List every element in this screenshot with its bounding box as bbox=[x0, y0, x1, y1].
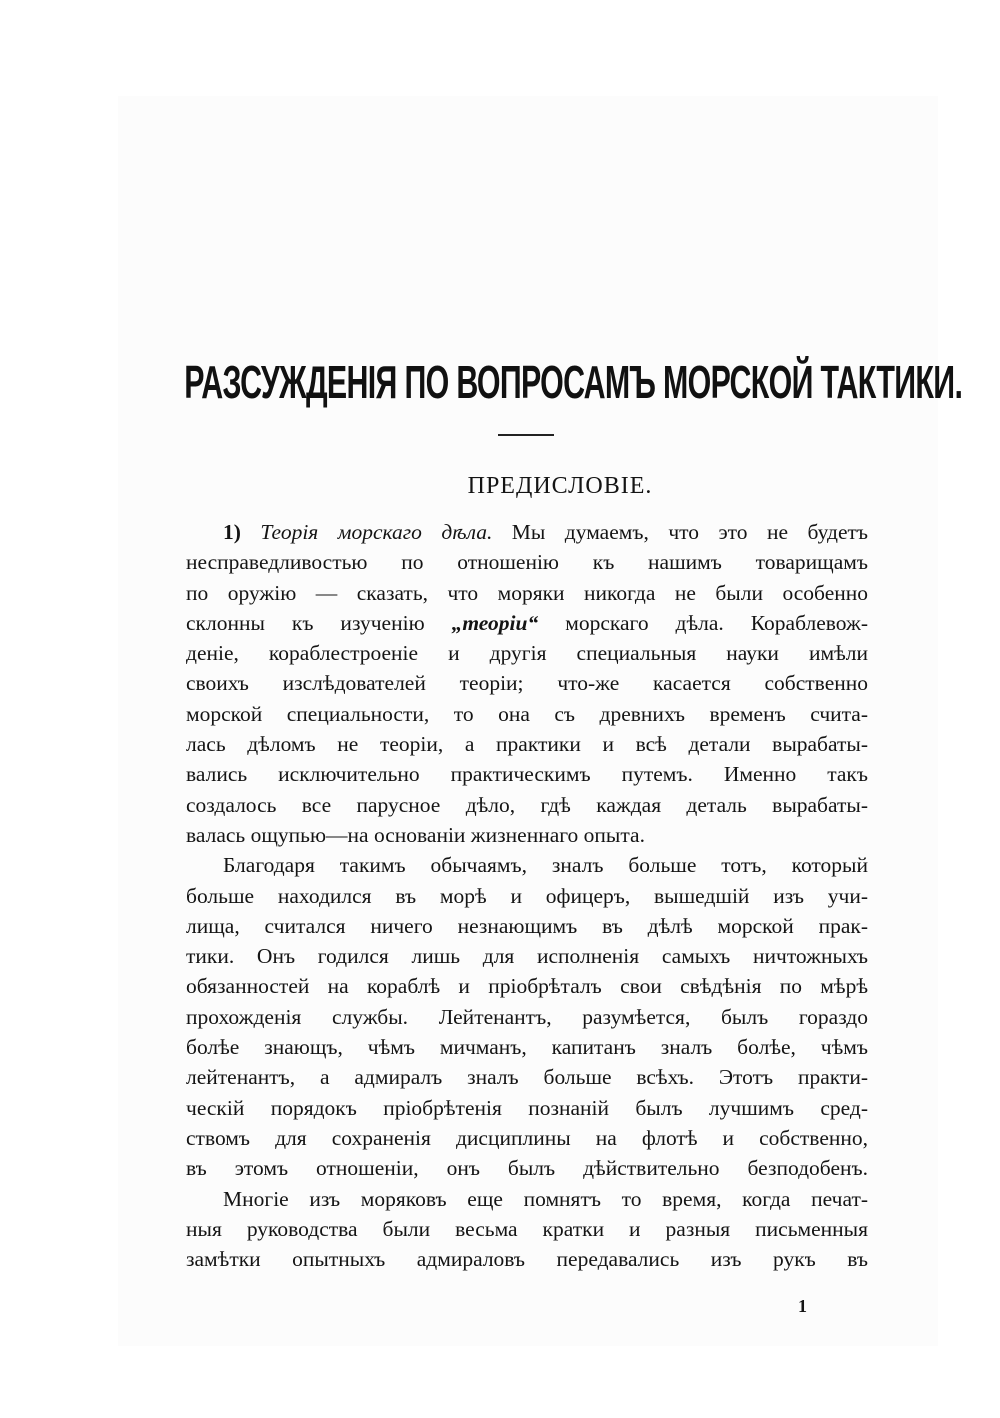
paragraph-1-line-1 bbox=[186, 517, 868, 547]
paragraph-number: 1) bbox=[223, 520, 241, 544]
paragraph-1-line-5: деніе, кораблестроеніе и другія специальныя науки имѣли bbox=[186, 641, 868, 666]
paragraph-1-line-4-post: морскаго дѣла. Кораблевож- bbox=[538, 610, 868, 635]
body-text bbox=[186, 517, 868, 1274]
paragraph-2-line-3: лища, считался ничего незнающимъ въ дѣлѣ морской прак- bbox=[186, 913, 868, 938]
paragraph-1-line-6: своихъ изслѣдователей теоріи; что-же касается собственно bbox=[186, 671, 868, 696]
paragraph-2-line-1: Благодаря такимъ обычаямъ, зналъ больше тотъ, который bbox=[223, 853, 868, 878]
title-divider bbox=[498, 434, 554, 436]
paragraph-1-line-11: валась ощупью—на основаніи жизненнаго опыта. bbox=[186, 822, 645, 847]
paragraph-2-line-2: больше находился въ морѣ и офицеръ, вышедшій изъ учи- bbox=[186, 883, 868, 908]
page-title: РАЗСУЖДЕНІЯ ПО ВОПРОСАМЪ МОРСКОЙ ТАКТИКИ. bbox=[184, 356, 963, 408]
paragraph-1-line-8: лась дѣломъ не теоріи, а практики и всѣ детали вырабаты- bbox=[186, 732, 868, 757]
paragraph-heading: Теорія морскаго дѣла. bbox=[260, 520, 493, 544]
paragraph-3-line-3: замѣтки опытныхъ адмираловъ передавались изъ рукъ въ bbox=[186, 1247, 868, 1272]
section-heading: ПРЕДИСЛОВІЕ. bbox=[467, 473, 653, 499]
paragraph-2-line-7: болѣе знающъ, чѣмъ мичманъ, капитанъ зналъ болѣе, чѣмъ bbox=[186, 1035, 868, 1060]
paragraph-1-line-9: вались исключительно практическимъ путемъ. Именно такъ bbox=[186, 762, 868, 787]
page-number: 1 bbox=[798, 1296, 807, 1316]
paragraph-2-line-6: прохожденія службы. Лейтенантъ, разумѣется, былъ гораздо bbox=[186, 1004, 868, 1029]
paragraph-1-line-7: морской специальности, то она съ древнихъ временъ счита- bbox=[186, 701, 868, 726]
paragraph-2-line-4: тики. Онъ годился лишь для исполненія самыхъ ничтожныхъ bbox=[186, 944, 868, 969]
paragraph-1-line-10: создалось все парусное дѣло, гдѣ каждая деталь вырабаты- bbox=[186, 792, 868, 817]
paragraph-2-line-5: обязанностей на кораблѣ и пріобрѣталъ свои свѣдѣнія по мѣрѣ bbox=[186, 974, 868, 999]
paragraph-2-line-11: въ этомъ отношеніи, онъ былъ дѣйствительно безподобенъ. bbox=[186, 1156, 868, 1181]
paragraph-1-line-3: по оружію — сказать, что моряки никогда не были особенно bbox=[186, 580, 868, 605]
paragraph-2-line-10: ствомъ для сохраненія дисциплины на флотѣ и собственно, bbox=[186, 1125, 868, 1150]
paragraph-2-line-8: лейтенантъ, а адмиралъ зналъ больше всѣхъ. Этотъ практи- bbox=[186, 1065, 868, 1090]
paragraph-1-line-4 bbox=[186, 608, 868, 638]
paragraph-1-line-4-pre: склонны къ изученію bbox=[186, 610, 452, 635]
theory-emphasis: „теоріи“ bbox=[451, 610, 539, 635]
paragraph-1-line-1-text: Мы думаемъ, что это не будетъ bbox=[492, 520, 868, 544]
paragraph-1-line-2: несправедливостью по отношенію къ нашимъ товарищамъ bbox=[186, 550, 868, 575]
paragraph-3-line-1: Многіе изъ моряковъ еще помнятъ то время, когда печат- bbox=[223, 1186, 868, 1211]
paragraph-3-line-2: ныя руководства были весьма кратки и разныя письменныя bbox=[186, 1216, 868, 1241]
paragraph-2-line-9: ческій порядокъ пріобрѣтенія познаній былъ лучшимъ сред- bbox=[186, 1095, 868, 1120]
